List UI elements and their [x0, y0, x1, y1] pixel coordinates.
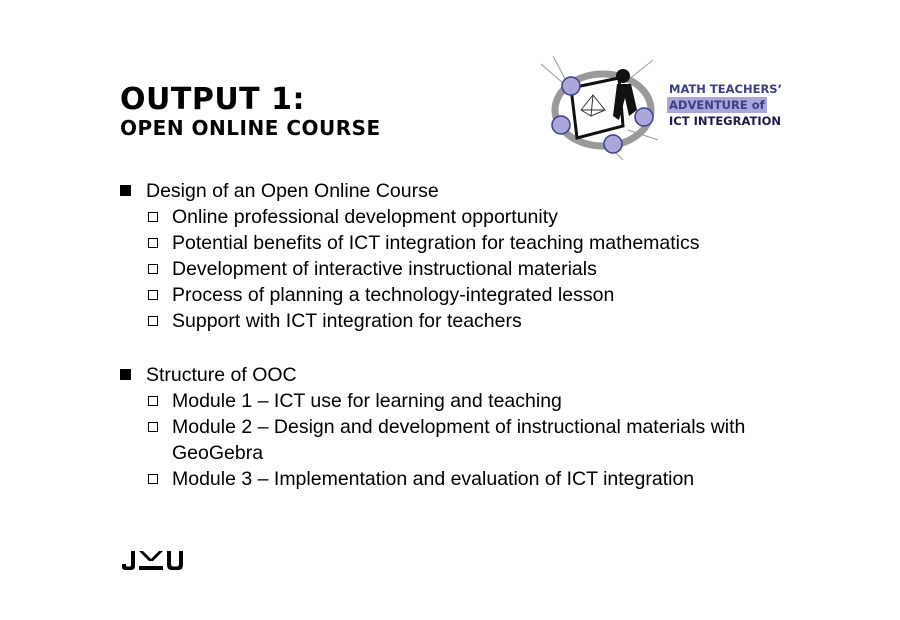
list-item: [120, 256, 820, 282]
logo-line-2: ADVENTURE of: [669, 98, 765, 112]
bullet-heading: [120, 178, 820, 204]
list-item-text: Module 2 – Design and development of instructional materials with GeoGebra: [172, 416, 746, 464]
logo-line-1: MATH TEACHERS’: [669, 82, 782, 96]
jku-logo: [120, 550, 184, 577]
filled-square-bullet-icon: [120, 369, 131, 380]
list-item: [120, 308, 820, 334]
open-square-bullet-icon: [148, 422, 158, 432]
jku-logo-icon: [120, 550, 184, 572]
open-square-bullet-icon: [148, 238, 158, 248]
open-square-bullet-icon: [148, 396, 158, 406]
project-logo-graphic: [533, 50, 668, 162]
slide-title: [120, 84, 381, 139]
list-item-text: Module 1 – ICT use for learning and teaching: [172, 390, 562, 412]
open-square-bullet-icon: [148, 316, 158, 326]
bullet-heading: [120, 362, 820, 388]
open-square-bullet-icon: [148, 264, 158, 274]
title-main: OUTPUT 1:: [120, 82, 305, 117]
list-item: [120, 204, 820, 230]
list-item-text: Process of planning a technology-integrated lesson: [172, 284, 615, 306]
list-item: [120, 414, 820, 466]
open-square-bullet-icon: [148, 290, 158, 300]
list-item-text: Online professional development opportunity: [172, 206, 558, 228]
list-item: [120, 388, 820, 414]
title-sub: OPEN ONLINE COURSE: [120, 116, 381, 140]
section-structure: [120, 362, 820, 492]
list-item-text: Potential benefits of ICT integration for teaching mathematics: [172, 232, 700, 254]
section-design: [120, 178, 820, 334]
open-square-bullet-icon: [148, 474, 158, 484]
list-item-text: Support with ICT integration for teachers: [172, 310, 522, 332]
list-item-text: Development of interactive instructional materials: [172, 258, 597, 280]
list-item: [120, 230, 820, 256]
list-item: [120, 282, 820, 308]
list-item-text: Module 3 – Implementation and evaluation of ICT integration: [172, 468, 695, 490]
open-square-bullet-icon: [148, 212, 158, 222]
filled-square-bullet-icon: [120, 185, 131, 196]
slide-content: [120, 178, 820, 520]
list-item: [120, 466, 820, 492]
project-logo: [533, 50, 793, 162]
logo-line-3: ICT INTEGRATION: [669, 114, 781, 128]
logo-text: [669, 81, 782, 129]
bullet-heading-text: Design of an Open Online Course: [146, 180, 439, 202]
bullet-heading-text: Structure of OOC: [146, 364, 297, 386]
